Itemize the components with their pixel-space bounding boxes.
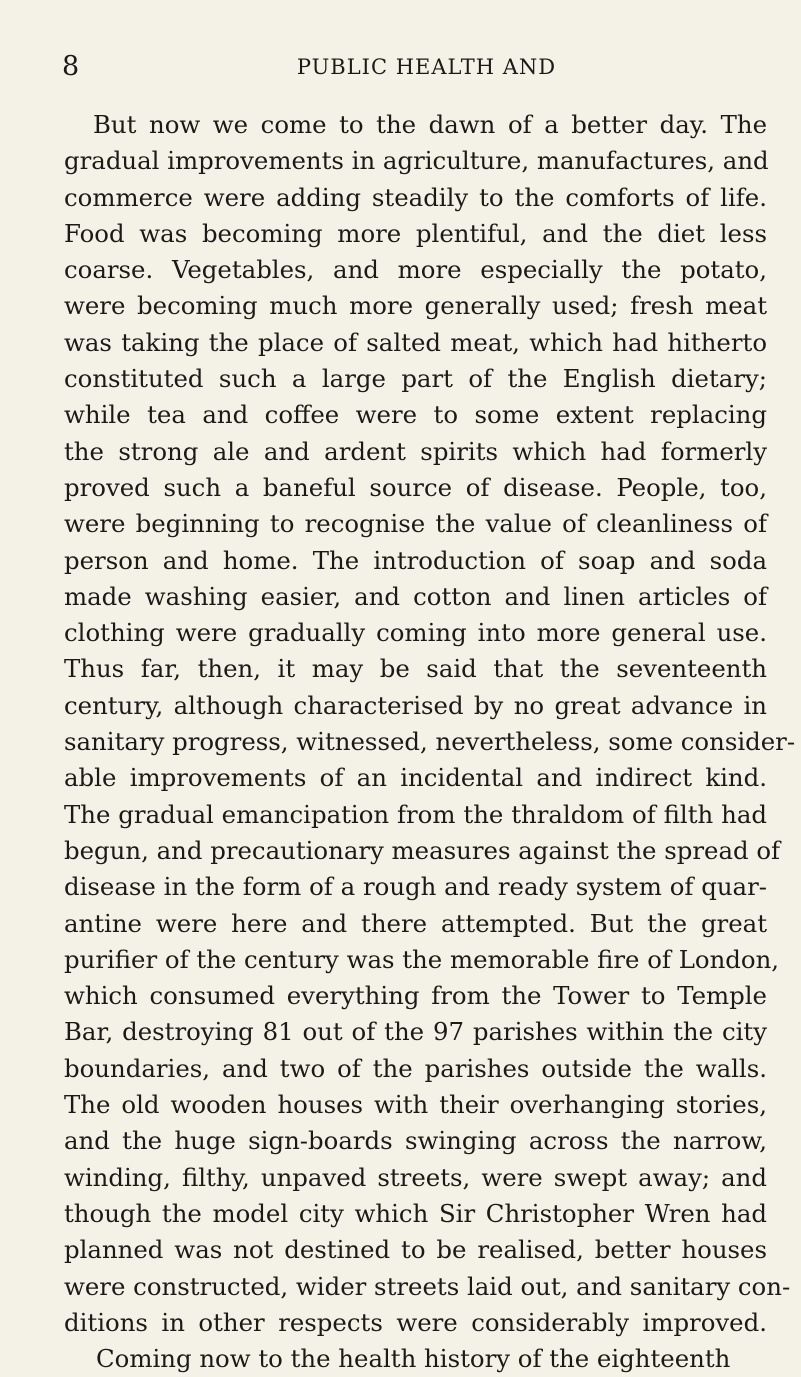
text-line: antine were here and there attempted. But the great [64, 908, 767, 938]
text-line: planned was not destined to be realised, better houses [64, 1235, 767, 1265]
text-line: But now we come to the dawn of a better day. The [93, 110, 767, 139]
text-line: winding, filthy, unpaved streets, were swept away; and [64, 1162, 767, 1192]
text-line: were becoming much more generally used; fresh meat [64, 291, 767, 321]
text-line: though the model city which Sir Christopher Wren had [64, 1198, 767, 1228]
text-line: The gradual emancipation from the thraldom of filth had [64, 799, 767, 829]
text-line: constituted such a large part of the English dietary; [64, 364, 767, 394]
text-line: and the huge sign-boards swinging across the narrow, [64, 1126, 767, 1156]
text-line: coarse. Vegetables, and more especially the potato, [64, 255, 767, 285]
text-line: Food was becoming more plentiful, and the diet less [64, 218, 767, 248]
text-line: person and home. The introduction of soap and soda [64, 545, 767, 575]
text-line: the strong ale and ardent spirits which had formerly [64, 436, 767, 466]
text-line: were beginning to recognise the value of cleanliness of [64, 509, 767, 539]
page-number: 8 [62, 51, 80, 82]
running-title: PUBLIC HEALTH AND [296, 55, 557, 79]
text-line: made washing easier, and cotton and linen articles of [64, 581, 767, 611]
page-header [62, 50, 761, 84]
text-line: purifier of the century was the memorable fire of London, [64, 944, 780, 974]
text-line: commerce were adding steadily to the comforts of life. [64, 182, 767, 212]
body-text [64, 107, 796, 1377]
text-line: begun, and precautionary measures against the spread of [64, 835, 781, 865]
text-line: clothing were gradually coming into more general use. [64, 618, 767, 648]
text-line: were constructed, wider streets laid out, and sanitary con- [64, 1271, 791, 1301]
text-line: Coming now to the health history of the eighteenth [96, 1344, 731, 1374]
text-line: which consumed everything from the Tower to Temple [64, 981, 767, 1011]
text-line: Thus far, then, it may be said that the seventeenth [64, 654, 767, 684]
text-line: The old wooden houses with their overhanging stories, [64, 1090, 767, 1120]
text-line: century, although characterised by no great advance in [64, 690, 767, 720]
text-line: boundaries, and two of the parishes outside the walls. [64, 1053, 767, 1083]
text-line: disease in the form of a rough and ready system of quar- [64, 872, 767, 902]
text-line: sanitary progress, witnessed, nevertheless, some consider- [64, 727, 796, 757]
text-line: while tea and coffee were to some extent replacing [64, 400, 767, 430]
text-line: gradual improvements in agriculture, manufactures, and [64, 146, 769, 176]
text-line: was taking the place of salted meat, which had hitherto [64, 327, 767, 357]
text-line: Bar, destroying 81 out of the 97 parishes within the city [64, 1017, 767, 1047]
text-line: able improvements of an incidental and indirect kind. [64, 763, 767, 793]
text-line: proved such a baneful source of disease. People, too, [64, 472, 767, 502]
text-line: ditions in other respects were considerably improved. [64, 1307, 767, 1337]
